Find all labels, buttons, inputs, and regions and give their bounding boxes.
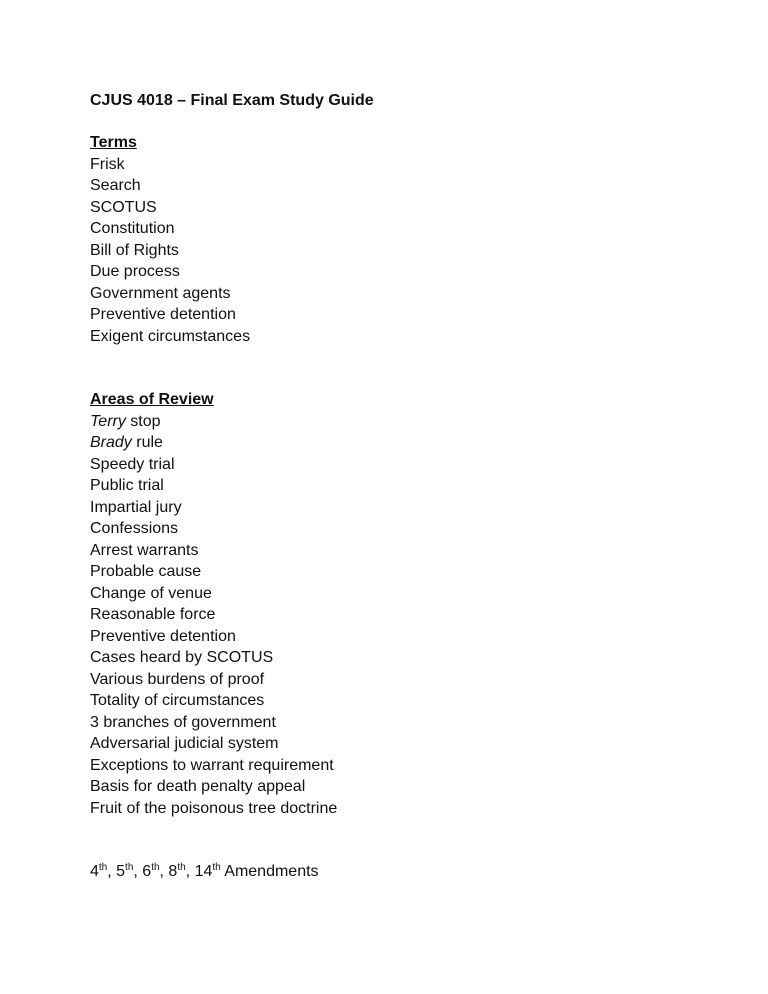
list-item: Bill of Rights bbox=[90, 241, 179, 259]
list-item: Arrest warrants bbox=[90, 541, 199, 559]
ordinal-suffix: th bbox=[177, 862, 186, 873]
amendment-number: 14 bbox=[194, 863, 213, 880]
list-item: Totality of circumstances bbox=[90, 692, 265, 709]
amendments-label: Amendments bbox=[224, 863, 319, 880]
list-item: Exceptions to warrant requirement bbox=[90, 756, 334, 774]
spacer bbox=[90, 347, 730, 389]
list-item: SCOTUS bbox=[90, 198, 157, 216]
amendments-line bbox=[90, 861, 730, 883]
amendment-number: 5 bbox=[116, 863, 126, 880]
list-item: Adversarial judicial system bbox=[90, 735, 279, 752]
amendment-number: 4 bbox=[90, 863, 99, 880]
list-item: Cases heard by SCOTUS bbox=[90, 649, 274, 666]
terms-list bbox=[90, 154, 730, 348]
amendment-number: 6 bbox=[142, 863, 152, 880]
list-item: Impartial jury bbox=[90, 498, 182, 516]
separator: , bbox=[107, 863, 117, 880]
separator: , bbox=[185, 863, 195, 880]
page-title: CJUS 4018 – Final Exam Study Guide bbox=[90, 92, 374, 109]
list-item bbox=[90, 411, 730, 433]
list-item: Search bbox=[90, 177, 141, 194]
list-item: Speedy trial bbox=[90, 455, 175, 473]
list-item: Preventive detention bbox=[90, 306, 236, 323]
case-name: Brady bbox=[90, 434, 132, 451]
list-item: Change of venue bbox=[90, 584, 212, 602]
amendment-number: 8 bbox=[168, 863, 178, 880]
list-item: Various burdens of proof bbox=[90, 670, 265, 688]
list-item: Probable cause bbox=[90, 563, 202, 580]
list-item: Confessions bbox=[90, 520, 179, 537]
list-item: Reasonable force bbox=[90, 606, 216, 623]
ordinal-suffix: th bbox=[98, 862, 108, 873]
list-item: 3 branches of government bbox=[90, 713, 276, 731]
list-item: Government agents bbox=[90, 284, 231, 302]
list-item: Public trial bbox=[90, 477, 164, 494]
ordinal-suffix: th bbox=[125, 862, 134, 873]
list-item: Preventive detention bbox=[90, 627, 236, 645]
list-item: Basis for death penalty appeal bbox=[90, 778, 306, 795]
list-item: Fruit of the poisonous tree doctrine bbox=[90, 799, 338, 817]
list-item: Due process bbox=[90, 263, 180, 280]
item-text: rule bbox=[131, 434, 163, 451]
review-heading: Areas of Review bbox=[90, 391, 214, 408]
separator: , bbox=[133, 863, 143, 880]
list-item bbox=[90, 432, 730, 454]
separator: , bbox=[159, 863, 169, 880]
list-item: Frisk bbox=[90, 155, 125, 173]
terms-heading: Terms bbox=[90, 134, 137, 151]
ordinal-suffix: th bbox=[151, 862, 160, 873]
item-text: stop bbox=[125, 412, 161, 430]
case-name: Terry bbox=[90, 412, 126, 430]
study-guide-page bbox=[90, 90, 730, 883]
review-list bbox=[90, 411, 730, 820]
spacer bbox=[90, 112, 730, 132]
ordinal-suffix: th bbox=[212, 862, 221, 873]
spacer bbox=[90, 819, 730, 861]
list-item: Exigent circumstances bbox=[90, 327, 251, 345]
list-item: Constitution bbox=[90, 220, 175, 237]
